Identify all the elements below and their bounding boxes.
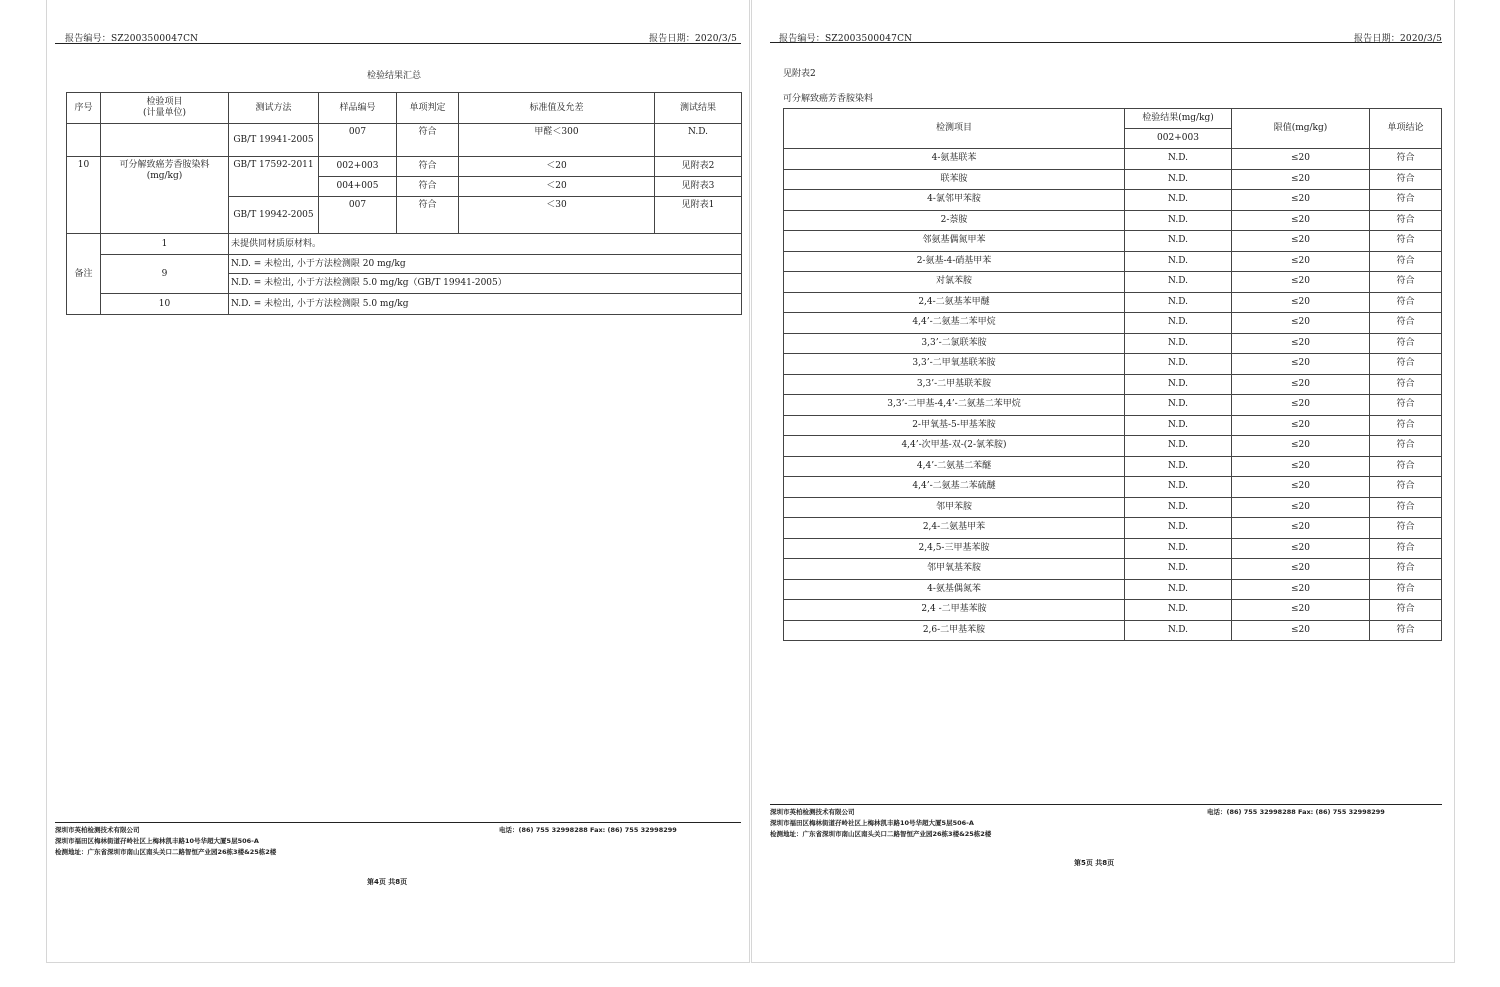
test-item-cell: 2-甲氧基-5-甲基苯胺 xyxy=(784,415,1125,436)
remark-number: 1 xyxy=(101,234,229,255)
result-cell: N.D. xyxy=(1125,169,1232,190)
test-item-cell: 邻甲苯胺 xyxy=(784,497,1125,518)
limit-cell: ≤20 xyxy=(1232,415,1370,436)
col-header-result: 测试结果 xyxy=(655,93,742,124)
result-cell: N.D. xyxy=(1125,395,1232,416)
remark-text: N.D. = 未检出, 小于方法检测限 5.0 mg/kg（GB/T 19941-2005） xyxy=(229,274,742,294)
footer-address: 深圳市福田区梅林街道孖岭社区上梅林凯丰路10号华超大厦5层506-A xyxy=(770,819,974,827)
footer-test-address: 检测地址：广东省深圳市南山区南头关口二路智恒产业园26栋3楼&25栋2楼 xyxy=(55,848,277,856)
conclusion-cell: 符合 xyxy=(1370,251,1442,272)
result-cell: N.D. xyxy=(655,124,742,157)
limit-cell: ≤20 xyxy=(1232,354,1370,375)
table-row xyxy=(784,538,1442,559)
test-item-cell: 2,4-二氨基甲苯 xyxy=(784,518,1125,539)
result-cell: N.D. xyxy=(1125,559,1232,580)
table-row xyxy=(784,456,1442,477)
summary-title: 检验结果汇总 xyxy=(367,71,422,81)
conclusion-cell: 符合 xyxy=(1370,415,1442,436)
table-row xyxy=(784,579,1442,600)
footer-address: 深圳市福田区梅林街道孖岭社区上梅林凯丰路10号华超大厦5层506-A xyxy=(55,837,259,845)
limit-cell: ≤20 xyxy=(1232,231,1370,252)
table-row xyxy=(784,292,1442,313)
conclusion-cell: 符合 xyxy=(1370,538,1442,559)
test-item-cell: 3,3’-二甲基联苯胺 xyxy=(784,374,1125,395)
standard-cell: ＜30 xyxy=(459,197,655,234)
limit-cell: ≤20 xyxy=(1232,579,1370,600)
header-rule xyxy=(55,43,741,44)
judgement-cell: 符合 xyxy=(397,197,459,234)
limit-cell: ≤20 xyxy=(1232,456,1370,477)
result-cell: N.D. xyxy=(1125,333,1232,354)
test-item-cell: 3,3’-二氯联苯胺 xyxy=(784,333,1125,354)
limit-cell: ≤20 xyxy=(1232,436,1370,457)
col-header-judgement: 单项判定 xyxy=(397,93,459,124)
table-row xyxy=(784,395,1442,416)
col-header-item: 检验项目 (计量单位) xyxy=(101,93,229,124)
method-cell: GB/T 19942-2005 xyxy=(229,197,319,234)
conclusion-cell: 符合 xyxy=(1370,292,1442,313)
col-header-no: 序号 xyxy=(67,93,101,124)
test-item-cell: 3,3’-二甲基-4,4’-二氨基二苯甲烷 xyxy=(784,395,1125,416)
table-row xyxy=(784,149,1442,170)
result-cell: N.D. xyxy=(1125,497,1232,518)
test-item-cell: 2-氨基-4-硝基甲苯 xyxy=(784,251,1125,272)
limit-cell: ≤20 xyxy=(1232,620,1370,641)
remark-row xyxy=(67,234,742,255)
test-item-cell: 2,6-二甲基苯胺 xyxy=(784,620,1125,641)
footer-rule xyxy=(55,822,741,823)
result-cell: N.D. xyxy=(1125,600,1232,621)
result-cell: 见附表2 xyxy=(655,157,742,177)
conclusion-cell: 符合 xyxy=(1370,231,1442,252)
result-cell: N.D. xyxy=(1125,415,1232,436)
conclusion-cell: 符合 xyxy=(1370,374,1442,395)
result-cell: N.D. xyxy=(1125,538,1232,559)
appendix-title: 见附表2 xyxy=(783,69,816,79)
col-header-limit: 限值(mg/kg) xyxy=(1232,109,1370,149)
table-row xyxy=(784,169,1442,190)
table-row xyxy=(784,210,1442,231)
remarks-label: 备注 xyxy=(67,234,101,315)
conclusion-cell: 符合 xyxy=(1370,313,1442,334)
item-unit: (mg/kg) xyxy=(146,171,183,181)
sample-cell: 007 xyxy=(319,197,397,234)
table-row xyxy=(784,231,1442,252)
limit-cell: ≤20 xyxy=(1232,210,1370,231)
standard-cell: ＜20 xyxy=(459,177,655,197)
report-date: 报告日期：2020/3/5 xyxy=(648,34,737,44)
col-header-result: 检验结果(mg/kg) xyxy=(1125,109,1232,129)
appendix-table xyxy=(783,108,1442,641)
standard-cell: ＜20 xyxy=(459,157,655,177)
footer-phone: 电话：(86) 755 32998288 Fax: (86) 755 32998299 xyxy=(499,826,677,834)
conclusion-cell: 符合 xyxy=(1370,518,1442,539)
table-row xyxy=(784,415,1442,436)
summary-table xyxy=(66,92,742,315)
remark-row xyxy=(67,294,742,315)
table-row xyxy=(784,477,1442,498)
limit-cell: ≤20 xyxy=(1232,190,1370,211)
limit-cell: ≤20 xyxy=(1232,497,1370,518)
test-item-cell: 对氯苯胺 xyxy=(784,272,1125,293)
limit-cell: ≤20 xyxy=(1232,559,1370,580)
footer-company: 深圳市英柏检测技术有限公司 xyxy=(55,826,140,834)
item-name: 可分解致癌芳香胺染料 xyxy=(119,160,210,170)
col-header-sample: 002+003 xyxy=(1125,129,1232,149)
result-cell: N.D. xyxy=(1125,477,1232,498)
table-row xyxy=(784,190,1442,211)
judgement-cell: 符合 xyxy=(397,177,459,197)
col-header-sample: 样品编号 xyxy=(319,93,397,124)
report-page-5 xyxy=(751,0,1455,963)
result-cell: N.D. xyxy=(1125,292,1232,313)
result-cell: N.D. xyxy=(1125,251,1232,272)
result-cell: N.D. xyxy=(1125,518,1232,539)
conclusion-cell: 符合 xyxy=(1370,169,1442,190)
report-page-4 xyxy=(46,0,750,963)
conclusion-cell: 符合 xyxy=(1370,497,1442,518)
table-row xyxy=(784,251,1442,272)
report-number: 报告编号：SZ2003500047CN xyxy=(779,34,913,44)
col-header-method: 测试方法 xyxy=(229,93,319,124)
table-row xyxy=(784,497,1442,518)
standard-cell: 甲醛＜300 xyxy=(459,124,655,157)
limit-cell: ≤20 xyxy=(1232,169,1370,190)
footer-test-address: 检测地址：广东省深圳市南山区南头关口二路智恒产业园26栋3楼&25栋2楼 xyxy=(770,830,992,838)
test-item-cell: 2,4,5-三甲基苯胺 xyxy=(784,538,1125,559)
test-item-cell: 4-氨基联苯 xyxy=(784,149,1125,170)
sample-cell: 002+003 xyxy=(319,157,397,177)
header-rule xyxy=(770,42,1442,43)
conclusion-cell: 符合 xyxy=(1370,620,1442,641)
table-row xyxy=(784,436,1442,457)
footer-rule xyxy=(770,804,1442,805)
page-number: 第4页 共8页 xyxy=(367,878,408,886)
limit-cell: ≤20 xyxy=(1232,600,1370,621)
result-cell: N.D. xyxy=(1125,272,1232,293)
conclusion-cell: 符合 xyxy=(1370,190,1442,211)
test-item-cell: 联苯胺 xyxy=(784,169,1125,190)
result-cell: N.D. xyxy=(1125,456,1232,477)
conclusion-cell: 符合 xyxy=(1370,272,1442,293)
conclusion-cell: 符合 xyxy=(1370,210,1442,231)
test-item-cell: 4,4’-二氨基二苯甲烷 xyxy=(784,313,1125,334)
remark-text: N.D. = 未检出, 小于方法检测限 5.0 mg/kg xyxy=(229,294,742,315)
table-title: 可分解致癌芳香胺染料 xyxy=(783,94,874,104)
test-item-cell: 4-氯邻甲苯胺 xyxy=(784,190,1125,211)
table-row xyxy=(784,272,1442,293)
col-header-standard: 标准值及允差 xyxy=(459,93,655,124)
judgement-cell: 符合 xyxy=(397,124,459,157)
table-row xyxy=(784,559,1442,580)
limit-cell: ≤20 xyxy=(1232,149,1370,170)
conclusion-cell: 符合 xyxy=(1370,600,1442,621)
table-row xyxy=(784,354,1442,375)
limit-cell: ≤20 xyxy=(1232,333,1370,354)
result-cell: N.D. xyxy=(1125,620,1232,641)
footer-phone: 电话：(86) 755 32998288 Fax: (86) 755 32998299 xyxy=(1207,808,1385,816)
limit-cell: ≤20 xyxy=(1232,251,1370,272)
sample-cell: 004+005 xyxy=(319,177,397,197)
item-number: 10 xyxy=(67,157,101,234)
test-item-cell: 邻甲氧基苯胺 xyxy=(784,559,1125,580)
method-cell: GB/T 17592-2011 xyxy=(229,157,319,197)
remark-text: N.D. = 未检出, 小于方法检测限 20 mg/kg xyxy=(229,255,742,274)
limit-cell: ≤20 xyxy=(1232,518,1370,539)
remark-text: 未提供同材质原材料。 xyxy=(229,234,742,255)
report-number: 报告编号：SZ2003500047CN xyxy=(65,34,199,44)
result-cell: N.D. xyxy=(1125,313,1232,334)
summary-row xyxy=(67,157,742,177)
limit-cell: ≤20 xyxy=(1232,272,1370,293)
col-header-conclusion: 单项结论 xyxy=(1370,109,1442,149)
col-header-item: 检测项目 xyxy=(784,109,1125,149)
remark-row xyxy=(67,255,742,274)
summary-row xyxy=(67,124,742,157)
conclusion-cell: 符合 xyxy=(1370,333,1442,354)
test-item-cell: 2,4 -二甲基苯胺 xyxy=(784,600,1125,621)
limit-cell: ≤20 xyxy=(1232,292,1370,313)
table-row xyxy=(784,518,1442,539)
report-date: 报告日期：2020/3/5 xyxy=(1353,34,1442,44)
table-row xyxy=(784,374,1442,395)
result-cell: N.D. xyxy=(1125,149,1232,170)
limit-cell: ≤20 xyxy=(1232,538,1370,559)
test-item-cell: 2,4-二氨基苯甲醚 xyxy=(784,292,1125,313)
test-item-cell: 4,4’-二氨基二苯硫醚 xyxy=(784,477,1125,498)
table-row xyxy=(784,620,1442,641)
appendix-body xyxy=(784,149,1442,641)
result-cell: N.D. xyxy=(1125,231,1232,252)
table-row xyxy=(784,333,1442,354)
limit-cell: ≤20 xyxy=(1232,395,1370,416)
footer-company: 深圳市英柏检测技术有限公司 xyxy=(770,808,855,816)
conclusion-cell: 符合 xyxy=(1370,149,1442,170)
conclusion-cell: 符合 xyxy=(1370,456,1442,477)
summary-header-row xyxy=(67,93,742,124)
result-cell: 见附表1 xyxy=(655,197,742,234)
remark-number: 9 xyxy=(101,255,229,294)
table-row xyxy=(784,313,1442,334)
table-row xyxy=(784,600,1442,621)
conclusion-cell: 符合 xyxy=(1370,395,1442,416)
limit-cell: ≤20 xyxy=(1232,477,1370,498)
result-cell: N.D. xyxy=(1125,579,1232,600)
limit-cell: ≤20 xyxy=(1232,374,1370,395)
appendix-header-row xyxy=(784,109,1442,129)
test-item-cell: 4-氨基偶氮苯 xyxy=(784,579,1125,600)
result-cell: N.D. xyxy=(1125,210,1232,231)
result-cell: N.D. xyxy=(1125,436,1232,457)
conclusion-cell: 符合 xyxy=(1370,579,1442,600)
method-cell: GB/T 19941-2005 xyxy=(229,124,319,157)
limit-cell: ≤20 xyxy=(1232,313,1370,334)
test-item-cell: 邻氨基偶氮甲苯 xyxy=(784,231,1125,252)
page-number: 第5页 共8页 xyxy=(1074,859,1115,867)
conclusion-cell: 符合 xyxy=(1370,559,1442,580)
result-cell: N.D. xyxy=(1125,354,1232,375)
test-item-cell: 3,3’-二甲氧基联苯胺 xyxy=(784,354,1125,375)
result-cell: N.D. xyxy=(1125,190,1232,211)
conclusion-cell: 符合 xyxy=(1370,477,1442,498)
test-item-cell: 2-萘胺 xyxy=(784,210,1125,231)
conclusion-cell: 符合 xyxy=(1370,436,1442,457)
remark-number: 10 xyxy=(101,294,229,315)
conclusion-cell: 符合 xyxy=(1370,354,1442,375)
result-cell: 见附表3 xyxy=(655,177,742,197)
item-name-cell xyxy=(101,157,229,234)
judgement-cell: 符合 xyxy=(397,157,459,177)
result-cell: N.D. xyxy=(1125,374,1232,395)
test-item-cell: 4,4’-二氨基二苯醚 xyxy=(784,456,1125,477)
sample-cell: 007 xyxy=(319,124,397,157)
test-item-cell: 4,4’-次甲基-双-(2-氯苯胺) xyxy=(784,436,1125,457)
